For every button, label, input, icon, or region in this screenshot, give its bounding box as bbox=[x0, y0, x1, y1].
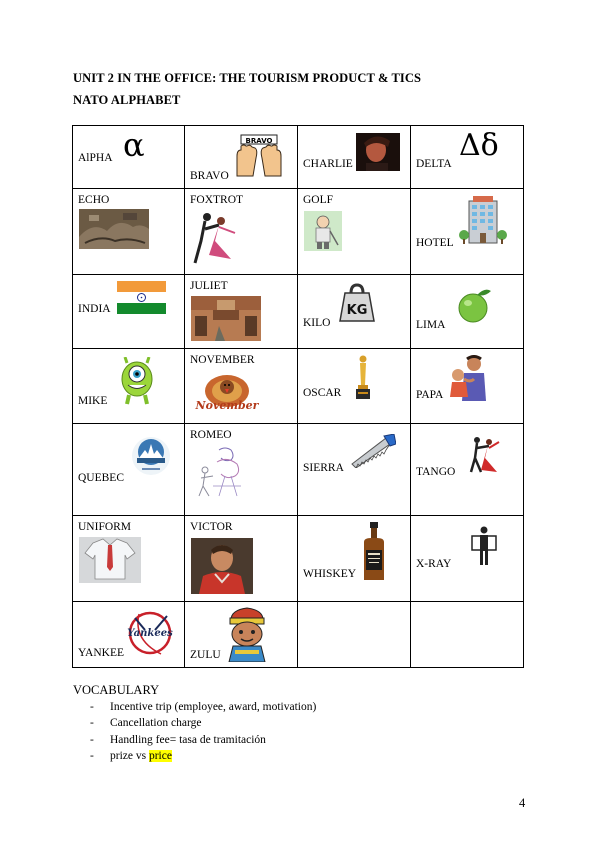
alphabet-cell bbox=[411, 349, 524, 424]
alphabet-word: X-RAY bbox=[416, 558, 452, 570]
oscar-statue-icon bbox=[354, 355, 372, 401]
november-banner-text: November bbox=[195, 399, 259, 412]
alphabet-cell bbox=[298, 516, 411, 602]
whiskey-bottle-icon bbox=[360, 522, 388, 582]
alphabet-cell bbox=[185, 349, 298, 424]
alphabet-word: VICTOR bbox=[190, 521, 233, 533]
alphabet-word: ZULU bbox=[190, 649, 221, 661]
alphabet-word: FOXTROT bbox=[190, 194, 244, 206]
quebec-emblem-icon bbox=[131, 436, 171, 476]
yankees-wordmark: Yankees bbox=[127, 628, 173, 639]
vocabulary-text: Incentive trip (employee, award, motivation) bbox=[110, 701, 317, 713]
hotel-building-icon bbox=[459, 195, 507, 245]
vocabulary-list bbox=[90, 699, 316, 764]
alphabet-cell bbox=[73, 602, 185, 668]
alphabet-cell bbox=[411, 516, 524, 602]
alphabet-word: PAPA bbox=[416, 389, 444, 401]
alphabet-word: WHISKEY bbox=[303, 568, 357, 580]
alphabet-cell bbox=[185, 189, 298, 275]
table-row bbox=[73, 126, 524, 189]
table-row bbox=[73, 424, 524, 516]
alphabet-word: QUEBEC bbox=[78, 472, 124, 484]
alphabet-word: AlPHA bbox=[78, 152, 113, 164]
alphabet-word: INDIA bbox=[78, 303, 111, 315]
alphabet-cell bbox=[298, 424, 411, 516]
alphabet-cell bbox=[298, 275, 411, 349]
alphabet-word: CHARLIE bbox=[303, 158, 353, 170]
alphabet-word: OSCAR bbox=[303, 387, 342, 399]
alphabet-cell bbox=[411, 189, 524, 275]
alphabet-word: JULIET bbox=[190, 280, 228, 292]
list-item bbox=[90, 715, 316, 731]
list-bullet: - bbox=[90, 733, 94, 746]
alphabet-word: TANGO bbox=[416, 466, 456, 478]
saw-icon bbox=[350, 434, 396, 468]
papa-child-icon bbox=[444, 355, 490, 403]
romeo-sketch-icon bbox=[191, 446, 251, 498]
alphabet-word: ECHO bbox=[78, 194, 110, 206]
list-item bbox=[90, 699, 316, 715]
alphabet-word: GOLF bbox=[303, 194, 334, 206]
nato-alphabet-table bbox=[72, 125, 524, 668]
list-bullet: - bbox=[90, 717, 94, 730]
tango-dancers-icon bbox=[467, 436, 501, 474]
alphabet-cell bbox=[185, 516, 298, 602]
alphabet-cell bbox=[298, 349, 411, 424]
kilo-weight-label: KG bbox=[346, 303, 368, 318]
alphabet-cell bbox=[411, 275, 524, 349]
alphabet-cell bbox=[73, 349, 185, 424]
vocabulary-text: prize vs bbox=[110, 749, 149, 762]
alphabet-cell bbox=[73, 275, 185, 349]
table-row bbox=[73, 275, 524, 349]
alphabet-cell bbox=[73, 189, 185, 275]
november-turkey-icon bbox=[191, 371, 263, 417]
alphabet-word: ROMEO bbox=[190, 429, 232, 441]
section-title: NATO ALPHABET bbox=[73, 93, 181, 107]
mike-monster-icon bbox=[117, 357, 157, 405]
list-bullet: - bbox=[90, 701, 94, 713]
alphabet-cell bbox=[73, 424, 185, 516]
alpha-symbol-icon: α bbox=[123, 126, 145, 164]
vocabulary-text: Cancellation charge bbox=[110, 717, 202, 730]
alphabet-word: NOVEMBER bbox=[190, 354, 255, 366]
india-flag-icon bbox=[117, 281, 166, 314]
vocabulary-title: VOCABULARY bbox=[73, 683, 160, 697]
lime-fruit-icon bbox=[455, 287, 493, 325]
table-row bbox=[73, 189, 524, 275]
alphabet-cell bbox=[185, 602, 298, 668]
vocabulary-text: Handling fee= tasa de tramitación bbox=[110, 733, 266, 746]
foxtrot-dancers-icon bbox=[191, 211, 239, 267]
alphabet-cell bbox=[411, 424, 524, 516]
list-bullet: - bbox=[90, 749, 94, 762]
juliet-balcony-icon bbox=[191, 296, 261, 341]
alphabet-cell bbox=[411, 126, 524, 189]
bravo-hands-icon bbox=[233, 134, 285, 178]
alphabet-word: LIMA bbox=[416, 319, 446, 331]
echo-photo-icon bbox=[79, 209, 149, 249]
alphabet-cell-empty bbox=[411, 602, 524, 668]
alphabet-word: KILO bbox=[303, 317, 331, 329]
kilo-weight-icon bbox=[338, 283, 376, 323]
alphabet-word: SIERRA bbox=[303, 462, 344, 474]
alphabet-word: HOTEL bbox=[416, 237, 454, 249]
yankees-logo-icon bbox=[127, 610, 173, 656]
alphabet-cell-empty bbox=[298, 602, 411, 668]
delta-symbol-icon: Δδ bbox=[459, 128, 499, 163]
alphabet-word: BRAVO bbox=[190, 170, 229, 182]
alphabet-cell bbox=[185, 424, 298, 516]
alphabet-word: YANKEE bbox=[78, 647, 124, 659]
alphabet-cell bbox=[73, 126, 185, 189]
list-item bbox=[90, 748, 316, 764]
highlighted-word: price bbox=[148, 749, 172, 762]
zulu-character-icon bbox=[225, 606, 269, 662]
alphabet-cell bbox=[298, 189, 411, 275]
uniform-shirt-icon bbox=[79, 537, 141, 583]
page-number: 4 bbox=[519, 796, 526, 810]
alphabet-word: DELTA bbox=[416, 158, 452, 170]
list-item bbox=[90, 732, 316, 748]
unit-title: UNIT 2 IN THE OFFICE: THE TOURISM PRODUCT & TICS bbox=[73, 71, 422, 85]
golf-player-icon bbox=[304, 211, 342, 251]
table-row bbox=[73, 516, 524, 602]
victor-portrait-icon bbox=[191, 538, 253, 594]
charlie-portrait-icon bbox=[356, 133, 400, 171]
table-row bbox=[73, 349, 524, 424]
alphabet-cell bbox=[185, 275, 298, 349]
alphabet-cell bbox=[73, 516, 185, 602]
alphabet-cell bbox=[298, 126, 411, 189]
table-row bbox=[73, 602, 524, 668]
alphabet-word: UNIFORM bbox=[78, 521, 132, 533]
bravo-sign-text: BRAVO bbox=[245, 137, 273, 145]
alphabet-cell bbox=[185, 126, 298, 189]
alphabet-word: MIKE bbox=[78, 395, 108, 407]
xray-person-icon bbox=[471, 526, 497, 566]
